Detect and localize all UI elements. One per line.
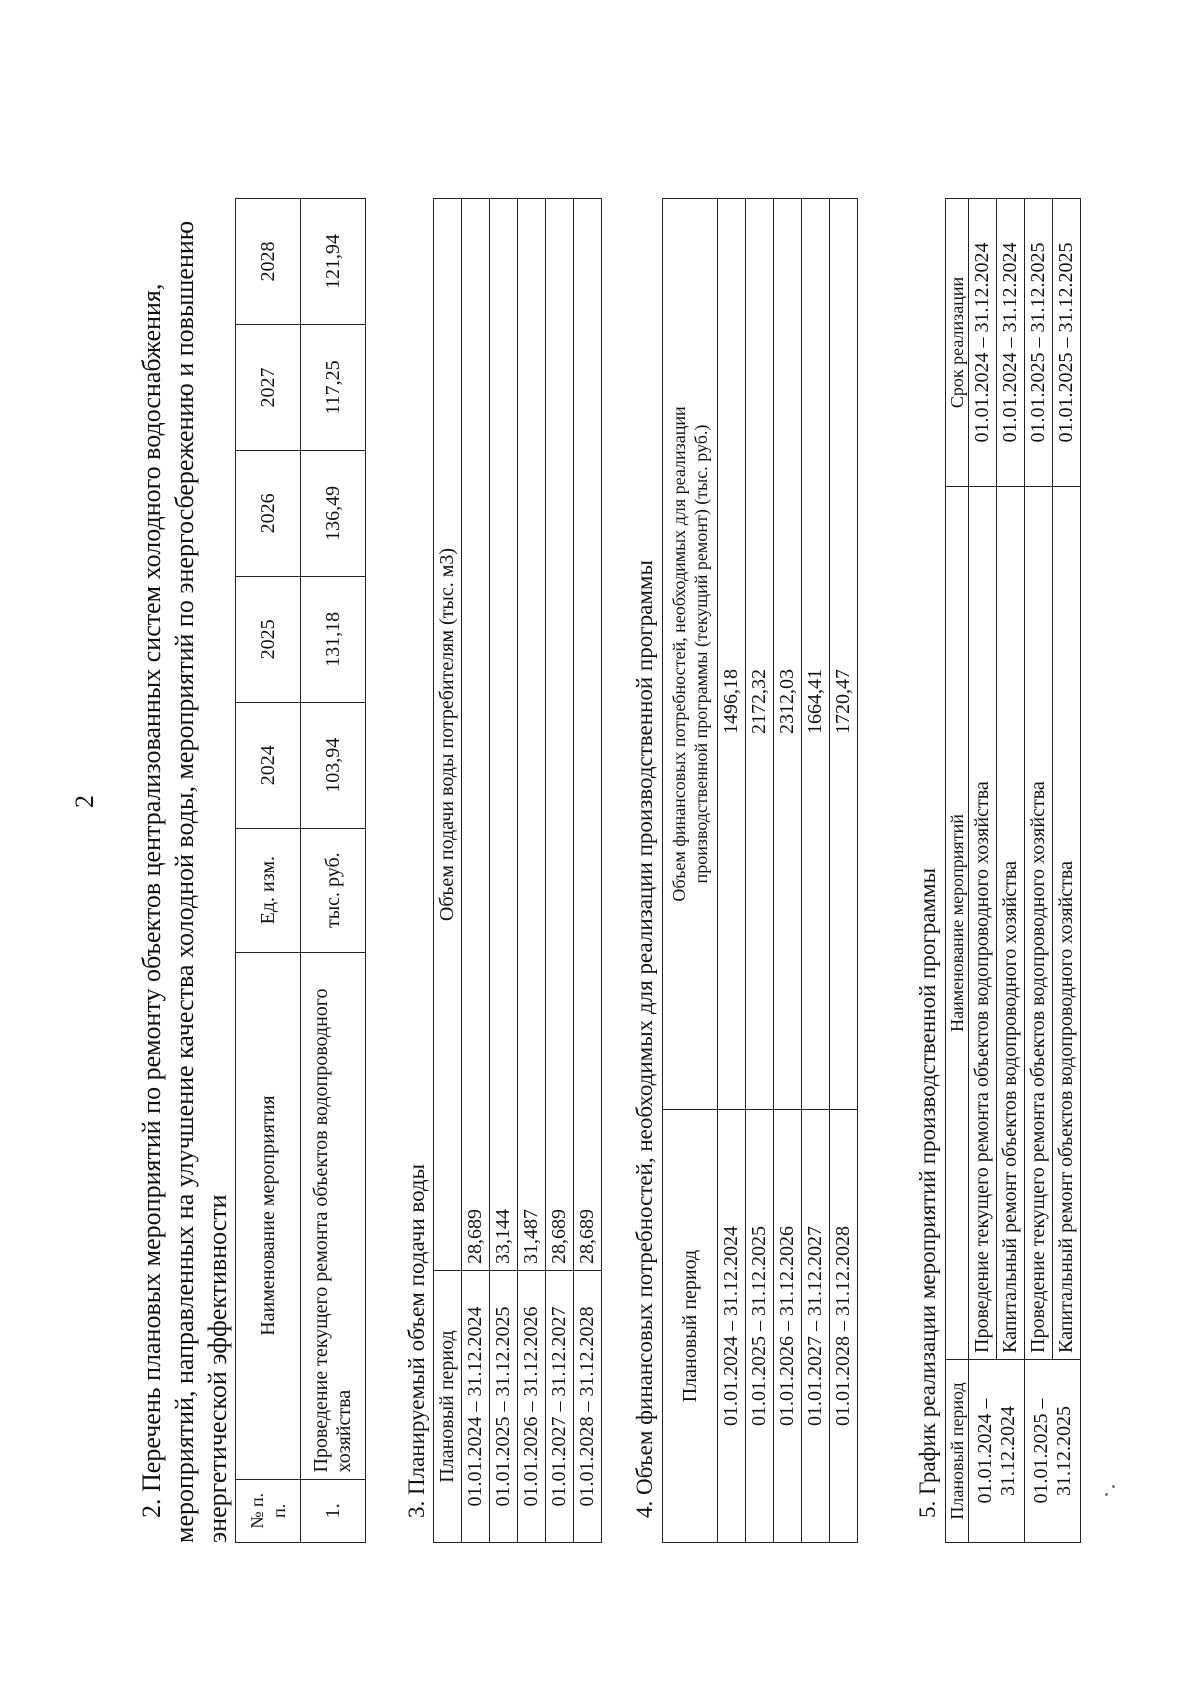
period-cell: 01.01.2027 – 31.12.2027 [546,1271,574,1543]
row-num: 1. [301,1479,366,1542]
header-year-2024: 2024 [236,702,301,828]
section-3-title: 3. Планируемый объем подачи воды [404,1163,429,1518]
value-cell: 31,487 [518,199,546,1271]
period-end: 31.12.2024 [996,1406,1019,1496]
header-event-name: Наименование мероприятия [236,952,301,1479]
header-financial-volume [663,199,718,1110]
schedule-event-name: Капитальный ремонт объектов водопроводного хозяйства [997,487,1025,1360]
header-num: № п. п. [236,1479,301,1542]
row-event-name: Проведение текущего ремонта объектов водопроводного хозяйства [301,952,366,1479]
period-cell: 01.01.2026 – 31.12.2026 [518,1271,546,1543]
header-term: Срок реализации [946,199,969,487]
period-cell: 01.01.2025 – 31.12.2025 [490,1271,518,1543]
period-start: 01.01.2024 – [973,1398,996,1504]
water-supply-table [433,198,602,1543]
section-5-title: 5. График реализации мероприятий производственной программы [915,867,940,1518]
header-unit: Ед. изм. [236,828,301,952]
events-table [235,198,366,1543]
header-period: Плановый период [946,1360,969,1543]
header-water-volume: Объем подачи воды потребителям (тыс. м3) [434,199,462,1271]
header-financial-volume-line-1: Объем финансовых потребностей, необходимых для реализации [669,406,689,902]
period-cell: 01.01.2025 – 31.12.2025 [746,1110,774,1543]
header-period: Плановый период [434,1271,462,1543]
header-financial-volume-line-2: производственной программы (текущий ремонт) (тыс. руб.) [691,424,711,884]
page-number: 2 [70,795,99,808]
schedule-period-cell [969,1360,1025,1543]
scan-speck [1105,1493,1108,1496]
period-cell: 01.01.2024 – 31.12.2024 [718,1110,746,1543]
value-cell: 1664,41 [802,199,830,1110]
header-year-2027: 2027 [236,325,301,451]
period-cell: 01.01.2028 – 31.12.2028 [574,1271,602,1543]
value-cell: 28,689 [546,199,574,1271]
row-value-2027: 117,25 [301,325,366,451]
header-year-2026: 2026 [236,450,301,576]
rotated-document-page [40,28,1160,1668]
row-value-2025: 131,18 [301,576,366,702]
period-cell: 01.01.2027 – 31.12.2027 [802,1110,830,1543]
schedule-event-name: Проведение текущего ремонта объектов водопроводного хозяйства [969,487,997,1360]
schedule-term: 01.01.2025 – 31.12.2025 [1053,199,1081,487]
header-year-2025: 2025 [236,576,301,702]
schedule-period-cell [1025,1360,1081,1543]
row-value-2028: 121,94 [301,199,366,325]
row-value-2024: 103,94 [301,702,366,828]
header-event-names: Наименование мероприятий [946,487,969,1360]
period-start: 01.01.2025 – [1029,1398,1052,1504]
schedule-event-name: Капитальный ремонт объектов водопроводного хозяйства [1053,487,1081,1360]
header-year-2028: 2028 [236,199,301,325]
header-period: Плановый период [663,1110,718,1543]
value-cell: 1496,18 [718,199,746,1110]
period-end: 31.12.2025 [1052,1406,1075,1496]
value-cell: 28,689 [574,199,602,1271]
financial-needs-table [662,198,858,1543]
section-4-title: 4. Объем финансовых потребностей, необходимых для реализации производственной программы [632,560,657,1518]
schedule-term: 01.01.2025 – 31.12.2025 [1025,199,1053,487]
schedule-table [945,198,1081,1543]
value-cell: 28,689 [462,199,490,1271]
section-2-title-line-1: 2. Перечень плановых мероприятий по ремонту объектов централизованных систем холодного водоснабжения, [137,283,166,1518]
row-unit: тыс. руб. [301,828,366,952]
period-cell: 01.01.2028 – 31.12.2028 [830,1110,858,1543]
schedule-term: 01.01.2024 – 31.12.2024 [969,199,997,487]
schedule-term: 01.01.2024 – 31.12.2024 [997,199,1025,487]
value-cell: 1720,47 [830,199,858,1110]
period-cell: 01.01.2024 – 31.12.2024 [462,1271,490,1543]
schedule-event-name: Проведение текущего ремонта объектов водопроводного хозяйства [1025,487,1053,1360]
value-cell: 2312,03 [774,199,802,1110]
period-cell: 01.01.2026 – 31.12.2026 [774,1110,802,1543]
scan-speck [1112,1485,1115,1488]
row-value-2026: 136,49 [301,450,366,576]
section-2-title-line-2: мероприятий, направленных на улучшение качества холодной воды, мероприятий по энергосбережению и повышению [170,220,199,1543]
value-cell: 2172,32 [746,199,774,1110]
section-2-title-line-3: энергетической эффективности [203,1194,232,1543]
value-cell: 33,144 [490,199,518,1271]
